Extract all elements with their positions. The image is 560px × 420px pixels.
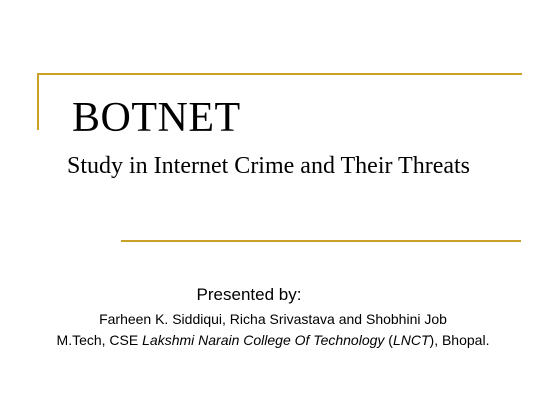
slide-subtitle: Study in Internet Crime and Their Threats [67, 153, 471, 179]
left-rule [37, 73, 39, 130]
presented-by-label: Presented by: [196, 285, 302, 304]
college-abbr: LNCT [392, 332, 430, 348]
affiliation-line [0, 331, 546, 349]
bottom-rule [121, 240, 521, 242]
authors-line: Farheen K. Siddiqui, Richa Srivastava and Shobhini Job [99, 311, 447, 327]
top-rule [37, 73, 522, 75]
affiliation-paren-open: ( [384, 332, 393, 348]
college-name: Lakshmi Narain College Of Technology [142, 332, 385, 348]
slide-title: BOTNET [72, 95, 241, 141]
affiliation-suffix: ), Bhopal. [429, 332, 490, 348]
affiliation-prefix: M.Tech, CSE [56, 332, 143, 348]
